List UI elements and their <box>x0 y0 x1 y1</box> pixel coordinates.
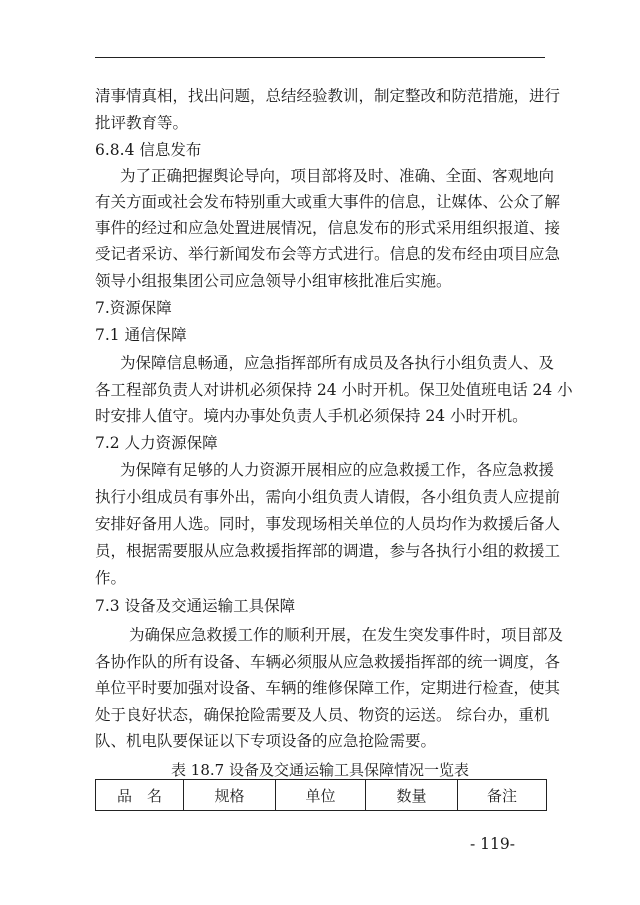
col-header-unit: 单位 <box>276 780 366 811</box>
body-line: 作。 <box>95 569 127 587</box>
body-line: 单位平时要加强对设备、车辆的维修保障工作，定期进行检查，使其 <box>95 679 561 697</box>
body-line: 员，根据需要服从应急救援指挥部的调遣，参与各执行小组的救援工 <box>95 542 561 560</box>
body-line: 为保障信息畅通，应急指挥部所有成员及各执行小组负责人、及 <box>120 354 555 372</box>
body-line: 时安排人值守。境内办事处负责人手机必须保持 24 小时开机。 <box>95 407 528 425</box>
body-line: 事件的经过和应急处置进展情况，信息发布的形式采用组织报道、接 <box>95 219 561 237</box>
section-heading: 7.资源保障 <box>95 299 172 317</box>
table-header-row <box>96 780 547 811</box>
section-heading: 7.1 通信保障 <box>95 326 187 344</box>
body-line: 安排好备用人选。同时，事发现场相关单位的人员均作为救援后备人 <box>95 515 561 533</box>
body-line: 执行小组成员有事外出，需向小组负责人请假，各小组负责人应提前 <box>95 488 561 506</box>
table-caption: 表 18.7 设备及交通运输工具保障情况一览表 <box>171 761 469 779</box>
body-line: 为了正确把握舆论导向，项目部将及时、准确、全面、客观地向 <box>120 167 555 185</box>
page-number: - 119- <box>470 835 515 853</box>
body-line: 有关方面或社会发布特别重大或重大事件的信息，让媒体、公众了解 <box>95 193 561 211</box>
section-heading: 7.3 设备及交通运输工具保障 <box>95 597 296 615</box>
body-line: 处于良好状态，确保抢险需要及人员、物资的运送。 综台办，重机 <box>95 706 550 724</box>
header-rule <box>95 57 545 58</box>
col-header-spec: 规格 <box>184 780 276 811</box>
body-line: 各协作队的所有设备、车辆必须服从应急救援指挥部的统一调度，各 <box>95 653 561 671</box>
col-header-quantity: 数量 <box>366 780 458 811</box>
col-header-remarks: 备注 <box>458 780 547 811</box>
body-line: 为保障有足够的人力资源开展相应的应急救援工作，各应急救援 <box>120 461 555 479</box>
section-heading: 7.2 人力资源保障 <box>95 434 218 452</box>
body-line: 队、机电队要保证以下专项设备的应急抢险需要。 <box>95 732 437 750</box>
body-line: 为确保应急救援工作的顺利开展，在发生突发事件时，项目部及 <box>129 626 564 644</box>
section-heading: 6.8.4 信息发布 <box>95 141 202 159</box>
col-header-name: 品 名 <box>96 780 184 811</box>
body-line: 受记者采访、举行新闻发布会等方式进行。信息的发布经由项目应急 <box>95 245 561 263</box>
body-line: 领导小组报集团公司应急领导小组审核批准后实施。 <box>95 272 452 290</box>
body-line: 批评教育等。 <box>95 114 189 132</box>
body-line: 清事情真相，找出问题，总结经验教训，制定整改和防范措施，进行 <box>95 87 561 105</box>
equipment-table <box>95 779 547 811</box>
body-line: 各工程部负责人对讲机必须保持 24 小时开机。保卫处值班电话 24 小 <box>95 381 573 399</box>
